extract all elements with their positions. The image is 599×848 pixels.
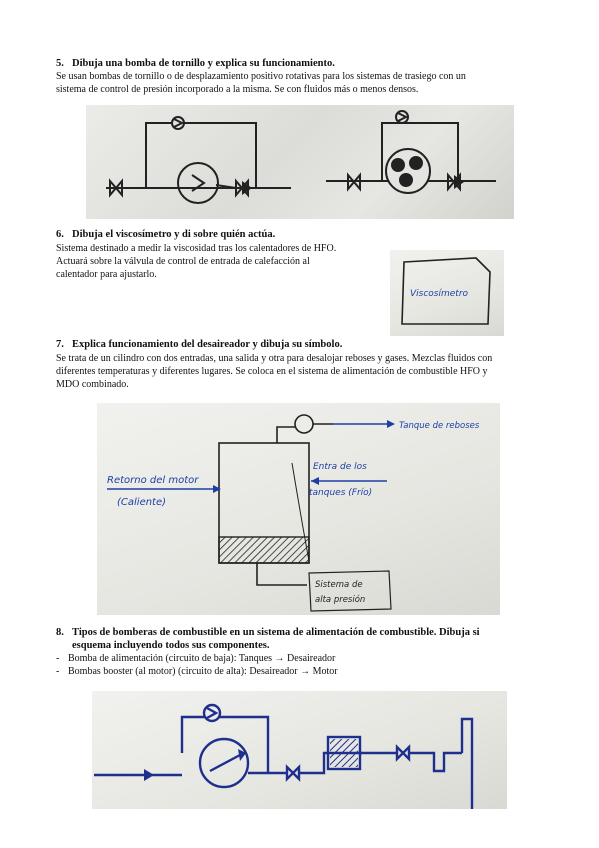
q8-title xyxy=(56,627,480,638)
retorno-caliente-label: (Caliente) xyxy=(117,497,167,508)
screw-pump-sketch xyxy=(86,105,514,219)
q8-title-line2: esquema incluyendo todos sus componentes. xyxy=(72,640,270,651)
q6-number: 6. xyxy=(56,229,64,240)
list-item: - Bombas booster (al motor) (circuito de alta): Desaireador → Motor xyxy=(56,665,338,677)
q5-text-line2: sistema de control de presión incorporado a la misma. Se con fluidos más o menos densos. xyxy=(56,84,419,95)
q7-title xyxy=(56,339,342,350)
q7-text-line2: diferentes temperaturas y diferentes lugares. Se coloca en el sistema de alimentación de combustible HFO y xyxy=(56,366,488,377)
q7-title-text: Explica funcionamiento del desaireador y dibuja su símbolo. xyxy=(72,339,343,350)
retorno-motor-label: Retorno del motor xyxy=(107,475,199,486)
q6-text-line2: Actuará sobre la válvula de control de entrada de calefacción al xyxy=(56,256,310,267)
q8-fuel-system-photo xyxy=(92,691,507,809)
q6-title-text: Dibuja el viscosímetro y di sobre quién actúa. xyxy=(72,229,276,240)
q7-text-line3: MDO combinado. xyxy=(56,379,129,390)
deaerator-sketch xyxy=(97,403,500,615)
q5-title xyxy=(56,58,335,69)
q6-title xyxy=(56,229,275,240)
q7-deaerator-photo xyxy=(97,403,500,615)
q6-text-line3: calentador para ajustarlo. xyxy=(56,269,157,280)
viscometer-label: Viscosímetro xyxy=(410,289,469,299)
tanque-reboses-label: Tanque de reboses xyxy=(399,421,480,431)
q8-title-line1: Tipos de bomberas de combustible en un sistema de alimentación de combustible. Dibuja si xyxy=(72,627,480,638)
q5-text-line1: Se usan bombas de tornillo o de desplazamiento positivo rotativas para los sistemas de trasiego con un xyxy=(56,71,466,82)
viscometer-sketch xyxy=(390,250,504,336)
q5-number: 5. xyxy=(56,58,64,69)
list-item: - Bomba de alimentación (circuito de baja): Tanques → Desaireador xyxy=(56,653,336,664)
q7-text-line1: Se trata de un cilindro con dos entradas, una salida y otra para desalojar reboses y gases. Mezclas fluidos con xyxy=(56,353,493,364)
entrada-tanques-label2: tanques (Frío) xyxy=(309,488,373,498)
bullet-text-1: Bomba de alimentación (circuito de baja): Tanques → Desaireador xyxy=(68,653,336,664)
q6-viscometer-photo xyxy=(390,250,504,336)
entrada-tanques-label1: Entra de los xyxy=(313,462,367,472)
fuel-system-sketch xyxy=(92,691,507,809)
sistema-alta-label2: alta presión xyxy=(315,595,366,605)
q5-pump-photo xyxy=(86,105,514,219)
bullet-text-2: Bombas booster (al motor) (circuito de alta): Desaireador → Motor xyxy=(68,665,338,677)
q8-bullet-list xyxy=(56,653,338,678)
q5-title-text: Dibuja una bomba de tornillo y explica su funcionamiento. xyxy=(72,58,335,69)
q8-number: 8. xyxy=(56,627,64,638)
q6-text-line1: Sistema destinado a medir la viscosidad tras los calentadores de HFO. xyxy=(56,243,337,254)
sistema-alta-label1: Sistema de xyxy=(315,580,363,590)
q7-number: 7. xyxy=(56,339,64,350)
